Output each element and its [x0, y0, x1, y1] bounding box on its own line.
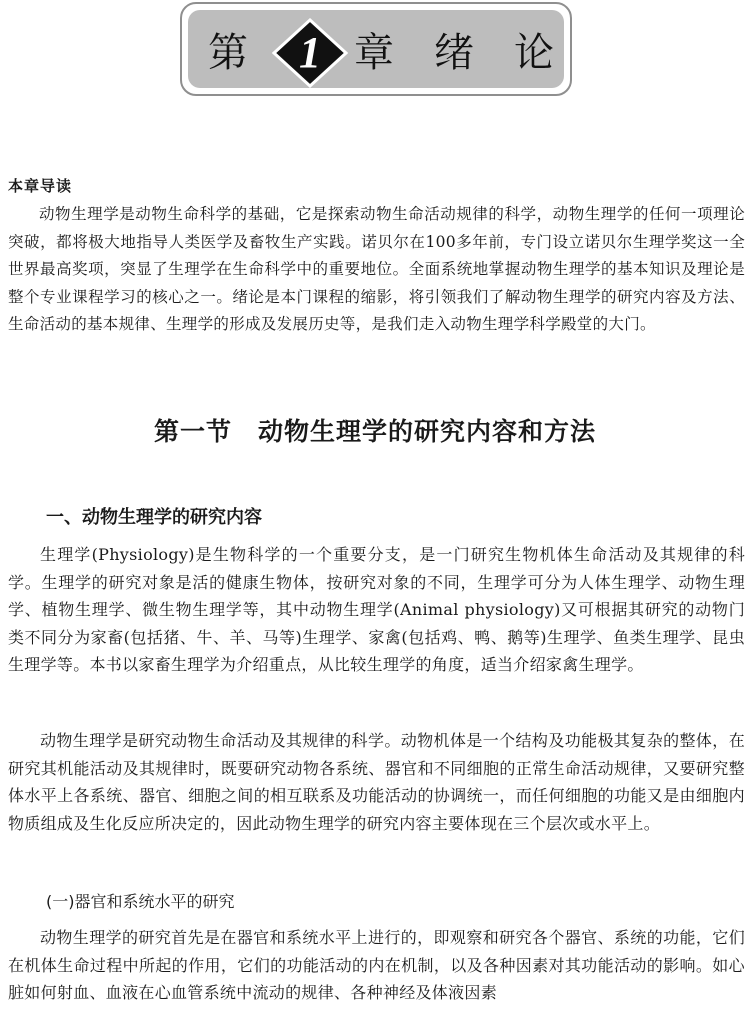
body-paragraph-organ-system: 动物生理学的研究首先是在器官和系统水平上进行的，即观察和研究各个器官、系统的功能，它们在机体生命过程中所起的作用，它们的功能活动的内在机制，以及各种因素对其功能活动的影响。如心脏如何射血、血液在心血管系统中流动的规律、各种神经及体液因素	[8, 928, 745, 1002]
chapter-prefix: 第	[208, 30, 248, 76]
chapter-guide-paragraph: 动物生理学是动物生命科学的基础，它是探索动物生命活动规律的科学，动物生理学的任何一项理论突破，都将极大地指导人类医学及畜牧生产实践。诺贝尔在100多年前，专门设立诺贝尔生理学奖这一全世界最高奖项，突显了生理学在生命科学中的重要地位。全面系统地掌握动物生理学的基本知识及理论是整个专业课程学习的核心之一。绪论是本门课程的缩影，将引领我们了解动物生理学的研究内容及方法、生命活动的基本规律、生理学的形成及发展历史等，是我们走入动物生理学科学殿堂的大门。	[8, 205, 745, 333]
section-title: 第一节 动物生理学的研究内容和方法	[153, 417, 596, 446]
chapter-title-part2: 论	[514, 30, 554, 76]
level-heading-organ-system: (一)器官和系统水平的研究	[46, 892, 235, 911]
chapter-suffix: 章	[354, 30, 394, 76]
chapter-banner	[180, 2, 572, 96]
chapter-guide-heading: 本章导读	[8, 177, 73, 195]
body-paragraph-physiology-definition: 生理学(Physiology)是生物科学的一个重要分支，是一门研究生物机体生命活动及其规律的科学。生理学的研究对象是活的健康生物体，按研究对象的不同，生理学可分为人体生理学、动物生理学、植物生理学、微生物生理学等，其中动物生理学(Animal physiology)又可根据其研究的动物门类不同分为家畜(包括猪、牛、羊、马等)生理学、家禽(包括鸡、鸭、鹅等)生理学、鱼类生理学、昆虫生理学等。本书以家畜生理学为介绍重点，从比较生理学的角度，适当介绍家禽生理学。	[8, 545, 745, 674]
chapter-number-diamond	[272, 18, 348, 88]
body-paragraph-research-levels: 动物生理学是研究动物生命活动及其规律的科学。动物机体是一个结构及功能极其复杂的整体，在研究其机能活动及其规律时，既要研究动物各系统、器官和不同细胞的正常生命活动规律，又要研究整体水平上各系统、器官、细胞之间的相互联系及功能活动的协调统一，而任何细胞的功能又是由细胞内物质组成及生化反应所决定的，因此动物生理学的研究内容主要体现在三个层次或水平上。	[8, 731, 745, 833]
subsection-title: 一、动物生理学的研究内容	[46, 507, 262, 528]
chapter-banner-inner	[188, 10, 564, 88]
chapter-title-part1: 绪	[434, 30, 474, 76]
chapter-number: 1	[299, 28, 321, 77]
